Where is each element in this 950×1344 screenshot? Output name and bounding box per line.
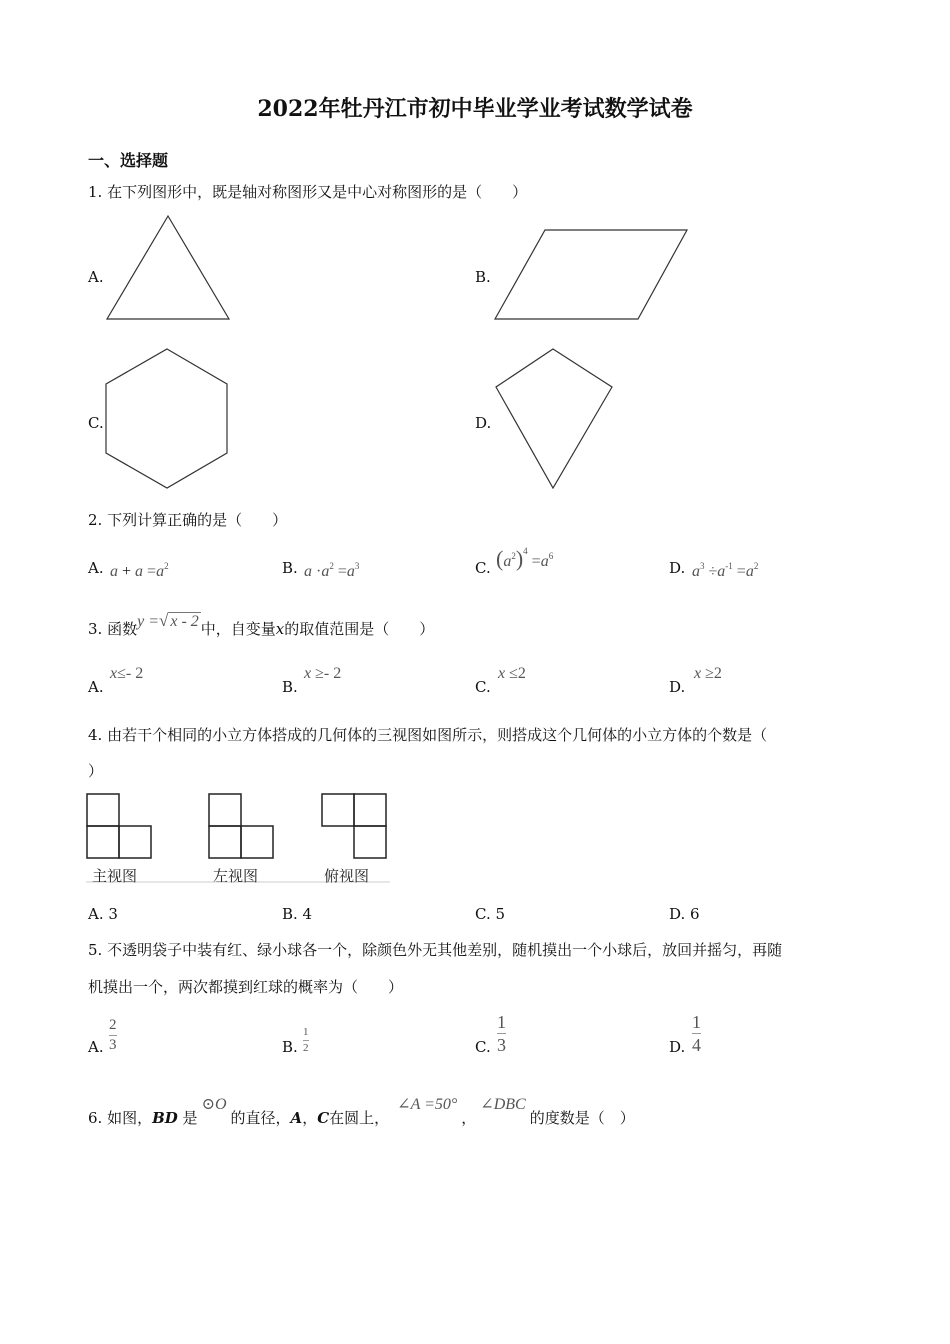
q4-option-a: A. 3 <box>88 905 118 923</box>
page-title: 2022年牡丹江市初中毕业学业考试数学试卷 <box>257 96 693 122</box>
q3-option-a-label: A. <box>88 678 104 696</box>
q2-option-d-label: D. <box>669 559 686 577</box>
q4-option-c: C. 5 <box>475 905 506 923</box>
q5-option-c-fraction: 1 3 <box>497 1012 506 1055</box>
q5-stem-line2: 机摸出一个，两次都摸到红球的概率为（ ） <box>88 978 404 996</box>
top-view-caption: 俯视图 <box>324 867 370 885</box>
q3-stem: 3. 函数y =√ x - 2 中，自变量x的取值范围是（ ） <box>88 611 435 638</box>
section-heading: 一、选择题 <box>88 151 169 170</box>
q3-option-c-formula: x ≤2 <box>498 665 526 682</box>
q2-option-c-formula: $(a^2)^4 =a^6$ <box>496 546 554 571</box>
q1-option-b-label: B. <box>475 268 491 286</box>
q5-stem-line1: 5. 不透明袋子中装有红、绿小球各一个，除颜色外无其他差别，随机摸出一个小球后，放回并摇匀，再随 <box>88 941 783 959</box>
q2-option-c-label: C. <box>475 559 491 577</box>
q5-option-d-label: D. <box>669 1038 686 1056</box>
q3-option-d-formula: x ≥2 <box>694 665 722 682</box>
q5-option-b-label: B. <box>282 1038 298 1056</box>
q1-option-c-label: C. <box>88 414 104 432</box>
left-view-caption: 左视图 <box>213 867 259 885</box>
front-view-drawing <box>87 794 151 858</box>
q3-option-b-label: B. <box>282 678 298 696</box>
q5-option-d-fraction: 1 4 <box>692 1012 701 1055</box>
q1-option-a-label: A. <box>88 268 104 286</box>
q4-stem-line1: 4. 由若干个相同的小立方体搭成的几何体的三视图如图所示，则搭成这个几何体的小立方体的个数是（ <box>88 726 768 744</box>
q3-option-d-label: D. <box>669 678 686 696</box>
q1-option-d-label: D. <box>475 414 492 432</box>
q4-option-d: D. 6 <box>669 905 700 923</box>
q2-option-a-label: A. <box>88 559 104 577</box>
q5-option-b-fraction: 1 2 <box>303 1026 309 1054</box>
q3-option-c-label: C. <box>475 678 491 696</box>
q4-stem-line2: ） <box>88 762 104 780</box>
left-view-drawing <box>209 794 273 858</box>
front-view-caption: 主视图 <box>92 867 138 885</box>
q5-option-a-fraction: 2 3 <box>109 1017 117 1053</box>
q2-option-a-formula: $a + a =a^2$ <box>110 561 169 580</box>
q3-option-a-formula: x≤- 2 <box>110 665 144 682</box>
q1-stem: 1. 在下列图形中，既是轴对称图形又是中心对称图形的是（ ） <box>88 183 528 201</box>
q5-option-c-label: C. <box>475 1038 491 1056</box>
parallelogram-shape <box>495 230 687 319</box>
q4-option-b: B. 4 <box>282 905 313 923</box>
q6-stem: 6. 如图，BD 是⊙O的直径，A，C在圆上，∠A =50°，∠DBC的度数是（ ） <box>88 1096 635 1127</box>
q2-stem: 2. 下列计算正确的是（ ） <box>88 511 288 529</box>
q2-option-b-formula: $a \cdot a^2 =a^3$ <box>304 561 360 580</box>
q5-option-a-label: A. <box>88 1038 104 1056</box>
q3-option-b-formula: x ≥- 2 <box>304 665 342 682</box>
equilateral-triangle-shape <box>107 216 229 319</box>
top-view-drawing <box>322 794 386 858</box>
hexagon-shape <box>106 349 227 488</box>
kite-shape <box>496 349 612 488</box>
q2-option-d-formula: $a^3 \div a^{-1} =a^2$ <box>692 561 759 580</box>
q2-option-b-label: B. <box>282 559 298 577</box>
